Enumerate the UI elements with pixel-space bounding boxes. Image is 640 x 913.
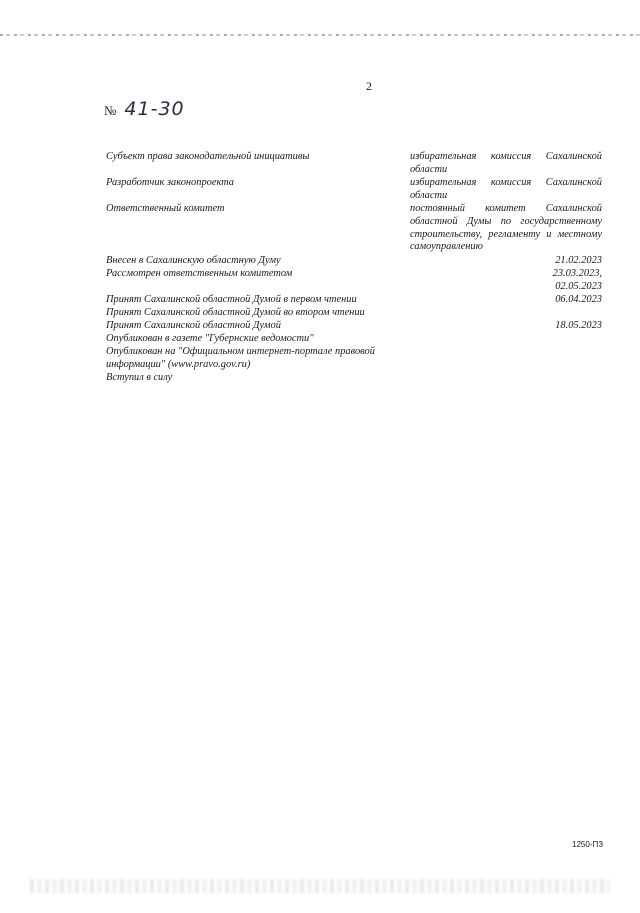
committee-label: Ответственный комитет [106, 203, 225, 214]
in-force-label: Вступил в силу [106, 372, 173, 383]
developer-value: избирательная комиссия Сахалинской области [410, 177, 602, 201]
first-reading-label: Принят Сахалинской областной Думой в первом чтении [106, 294, 357, 305]
document-code: 1250-ПЗ [572, 840, 604, 849]
document-number [104, 98, 185, 120]
adopted-date: 18.05.2023 [555, 320, 602, 331]
published-portal-label-line2: информации" (www.pravo.gov.ru) [106, 359, 251, 370]
number-sign: № [104, 103, 117, 118]
reviewed-date-2: 02.05.2023 [555, 281, 602, 292]
second-reading-label: Принят Сахалинской областной Думой во втором чтении [106, 307, 365, 318]
committee-value: постоянный комитет Сахалинской областной Думы по государственному строительству, регламенту и местному самоуправлению [410, 203, 602, 253]
scan-edge-bottom [30, 879, 610, 893]
page-number: 2 [366, 79, 372, 93]
developer-label: Разработчик законопроекта [106, 177, 234, 188]
handwritten-number: 41-30 [124, 98, 185, 120]
introduced-label: Внесен в Сахалинскую областную Думу [106, 255, 281, 266]
published-portal-label-line1: Опубликован на "Официальном интернет-портале правовой [106, 346, 375, 357]
subject-label: Субъект права законодательной инициативы [106, 151, 310, 162]
published-gazette-label: Опубликован в газете "Губернские ведомости" [106, 333, 314, 344]
reviewed-date-1: 23.03.2023, [552, 268, 602, 279]
adopted-label: Принят Сахалинской областной Думой [106, 320, 281, 331]
first-reading-date: 06.04.2023 [555, 294, 602, 305]
scan-edge-top [0, 34, 640, 36]
subject-value: избирательная комиссия Сахалинской области [410, 151, 602, 175]
introduced-date: 21.02.2023 [555, 255, 602, 266]
reviewed-label: Рассмотрен ответственным комитетом [106, 268, 293, 279]
